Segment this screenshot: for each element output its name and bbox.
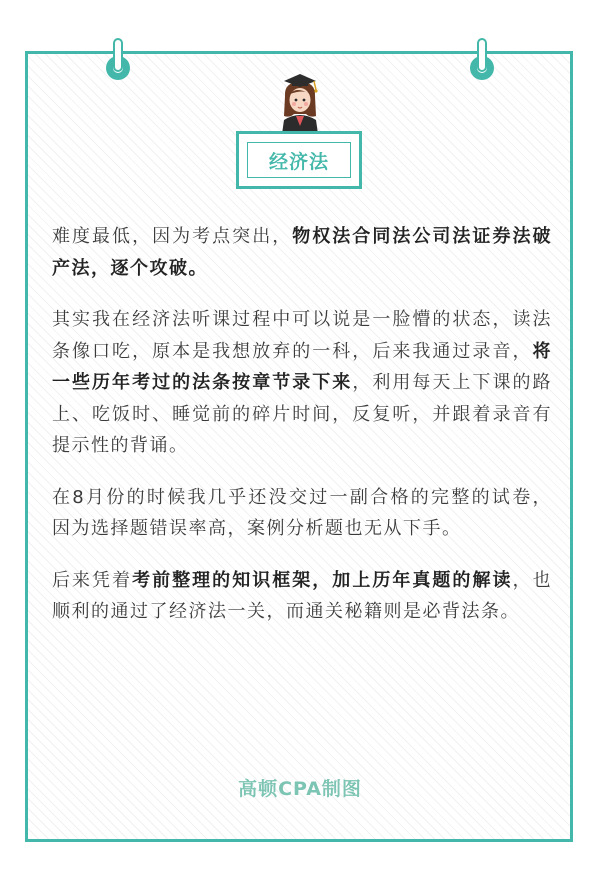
footer-credit: 高顿CPA制图	[238, 778, 362, 800]
paragraph-highlight: 将一些历年考过的法条按章节录下来	[52, 340, 552, 393]
paragraph	[52, 482, 552, 545]
paragraph-highlight: 考前整理的知识框架，加上历年真题的解读	[132, 569, 513, 591]
binder-ring-icon	[468, 38, 496, 82]
paragraph	[52, 221, 552, 284]
graduate-avatar-icon	[270, 70, 330, 134]
article-body	[52, 221, 552, 648]
binder-ring-icon	[104, 38, 132, 82]
section-title-box	[236, 131, 362, 189]
paragraph-text: 后来凭着	[52, 569, 133, 591]
paragraph	[52, 565, 552, 628]
paragraph	[52, 304, 552, 462]
paragraph-text: 其实我在经济法听课过程中可以说是一脸懵的状态，读法条像口吃，原本是我想放弃的一科，后来我通过录音，	[52, 309, 552, 362]
paragraph-highlight: 物权法合同法公司法证券法破产法，逐个攻破。	[52, 226, 552, 279]
section-title: 经济法	[268, 150, 329, 173]
paragraph-text: ，利用每天上下课的路上、吃饭时、睡觉前的碎片时间，反复听，并跟着录音有提示性的背诵。	[52, 372, 552, 456]
paragraph-text: 难度最低，因为考点突出，	[52, 226, 293, 247]
paragraph-text: 在8月份的时候我几乎还没交过一副合格的完整的试卷，因为选择题错误率高，案例分析题也无从下手。	[52, 486, 552, 539]
paragraph-text: ，也顺利的通过了经济法一关，而通关秘籍则是必背法条。	[52, 569, 553, 622]
